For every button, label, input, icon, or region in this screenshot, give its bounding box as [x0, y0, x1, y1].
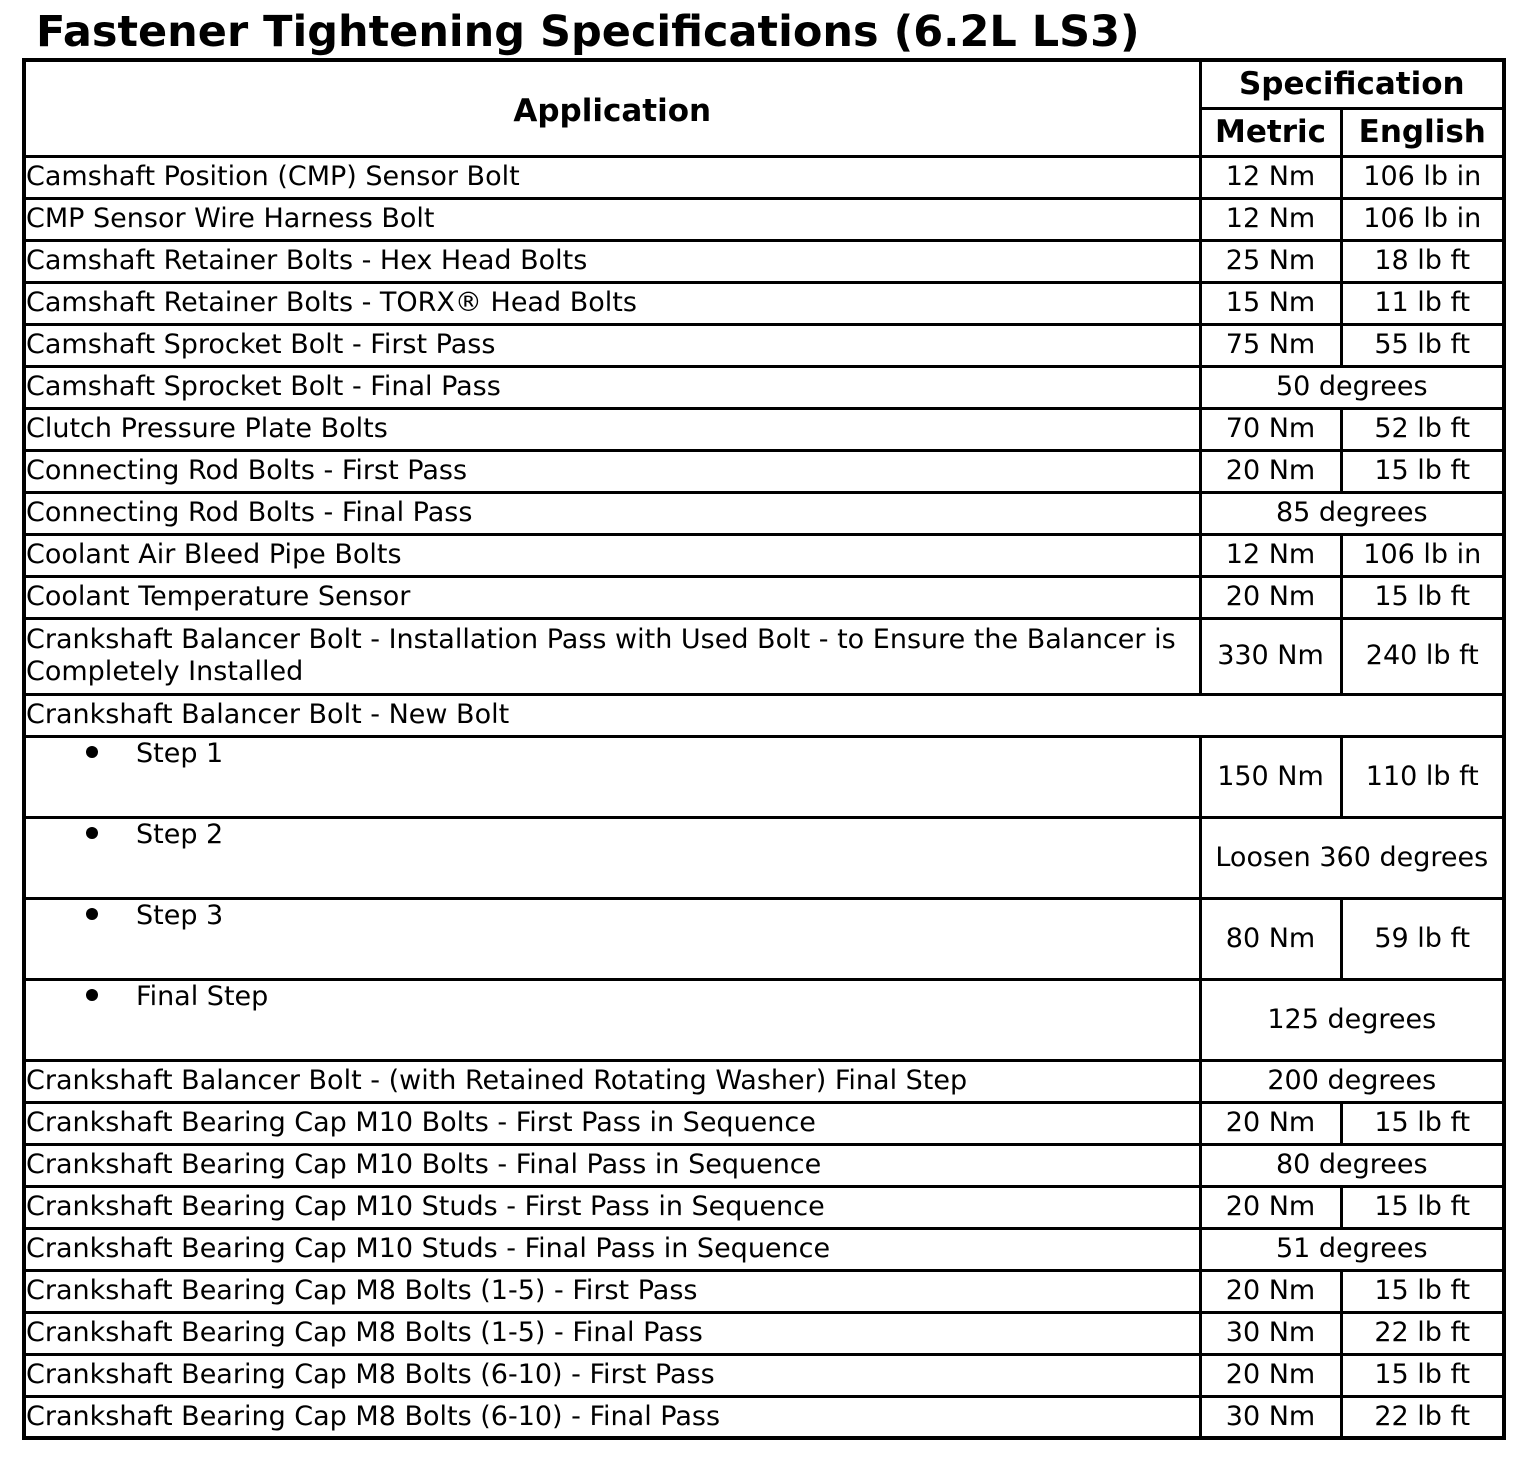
- spec-combined-cell: 80 degrees: [1200, 1144, 1504, 1186]
- english-cell: 15 lb ft: [1341, 450, 1504, 492]
- bullet-icon: [86, 989, 98, 1001]
- english-cell: 59 lb ft: [1341, 898, 1504, 979]
- spec-combined-cell: Loosen 360 degrees: [1200, 817, 1504, 898]
- application-header: Application: [24, 60, 1200, 156]
- metric-cell: 330 Nm: [1200, 618, 1341, 694]
- metric-cell: 20 Nm: [1200, 1102, 1341, 1144]
- bullet-icon: [86, 746, 98, 758]
- table-row: [24, 492, 1504, 534]
- application-cell: Coolant Air Bleed Pipe Bolts: [24, 534, 1200, 576]
- step-cell: [24, 898, 1200, 979]
- spec-table: [22, 58, 1506, 1440]
- table-row: [24, 1186, 1504, 1228]
- metric-cell: 15 Nm: [1200, 282, 1341, 324]
- application-cell: Connecting Rod Bolts - Final Pass: [24, 492, 1200, 534]
- table-row: [24, 156, 1504, 198]
- english-cell: 15 lb ft: [1341, 576, 1504, 618]
- english-cell: 110 lb ft: [1341, 736, 1504, 817]
- metric-cell: 30 Nm: [1200, 1312, 1341, 1354]
- english-cell: 55 lb ft: [1341, 324, 1504, 366]
- english-cell: 106 lb in: [1341, 534, 1504, 576]
- metric-cell: 80 Nm: [1200, 898, 1341, 979]
- step-label: Step 2: [136, 818, 224, 850]
- application-cell: Camshaft Sprocket Bolt - Final Pass: [24, 366, 1200, 408]
- bullet-icon: [86, 827, 98, 839]
- english-cell: 22 lb ft: [1341, 1312, 1504, 1354]
- application-cell: CMP Sensor Wire Harness Bolt: [24, 198, 1200, 240]
- table-row: [24, 450, 1504, 492]
- table-row: [24, 366, 1504, 408]
- english-cell: 15 lb ft: [1341, 1186, 1504, 1228]
- application-cell: Crankshaft Balancer Bolt - Installation Pass with Used Bolt - to Ensure the Balancer is Completely Installed: [24, 618, 1200, 694]
- application-cell: Crankshaft Bearing Cap M10 Studs - Final Pass in Sequence: [24, 1228, 1200, 1270]
- spec-combined-cell: 125 degrees: [1200, 979, 1504, 1060]
- page-title: Fastener Tightening Specifications (6.2L LS3): [36, 7, 1140, 57]
- application-cell: Crankshaft Bearing Cap M8 Bolts (1-5) - Final Pass: [24, 1312, 1200, 1354]
- specification-header: Specification: [1200, 60, 1504, 108]
- metric-cell: 20 Nm: [1200, 450, 1341, 492]
- table-row: [24, 240, 1504, 282]
- step-cell: [24, 979, 1200, 1060]
- table-row: [24, 576, 1504, 618]
- english-cell: 106 lb in: [1341, 156, 1504, 198]
- application-cell: Crankshaft Bearing Cap M8 Bolts (6-10) - Final Pass: [24, 1396, 1200, 1438]
- table-row: [24, 817, 1504, 898]
- spec-combined-cell: 50 degrees: [1200, 366, 1504, 408]
- metric-cell: 20 Nm: [1200, 1186, 1341, 1228]
- english-cell: 22 lb ft: [1341, 1396, 1504, 1438]
- table-row: [24, 324, 1504, 366]
- metric-cell: 12 Nm: [1200, 534, 1341, 576]
- application-cell: Coolant Temperature Sensor: [24, 576, 1200, 618]
- metric-cell: 30 Nm: [1200, 1396, 1341, 1438]
- application-cell: Crankshaft Balancer Bolt - (with Retained Rotating Washer) Final Step: [24, 1060, 1200, 1102]
- metric-header: Metric: [1200, 108, 1341, 156]
- step-cell: [24, 817, 1200, 898]
- application-cell: Crankshaft Bearing Cap M8 Bolts (6-10) - First Pass: [24, 1354, 1200, 1396]
- table-row: [24, 1312, 1504, 1354]
- application-cell: Camshaft Position (CMP) Sensor Bolt: [24, 156, 1200, 198]
- spec-body: [24, 156, 1504, 1438]
- metric-cell: 25 Nm: [1200, 240, 1341, 282]
- table-row: [24, 736, 1504, 817]
- table-row: [24, 1396, 1504, 1438]
- table-row: [24, 1060, 1504, 1102]
- spec-combined-cell: 85 degrees: [1200, 492, 1504, 534]
- table-row: [24, 898, 1504, 979]
- step-label: Step 1: [136, 737, 224, 769]
- english-cell: 106 lb in: [1341, 198, 1504, 240]
- table-row: [24, 198, 1504, 240]
- application-cell: Camshaft Retainer Bolts - Hex Head Bolts: [24, 240, 1200, 282]
- metric-cell: 20 Nm: [1200, 1354, 1341, 1396]
- table-row: [24, 282, 1504, 324]
- english-header: English: [1341, 108, 1504, 156]
- metric-cell: 75 Nm: [1200, 324, 1341, 366]
- table-row: [24, 979, 1504, 1060]
- english-cell: 240 lb ft: [1341, 618, 1504, 694]
- header-row: [24, 60, 1504, 108]
- spec-combined-cell: 51 degrees: [1200, 1228, 1504, 1270]
- application-cell: Clutch Pressure Plate Bolts: [24, 408, 1200, 450]
- table-row: [24, 1144, 1504, 1186]
- table-row: [24, 534, 1504, 576]
- english-cell: 15 lb ft: [1341, 1270, 1504, 1312]
- metric-cell: 20 Nm: [1200, 576, 1341, 618]
- table-row: [24, 694, 1504, 736]
- table-row: [24, 618, 1504, 694]
- application-cell: Crankshaft Bearing Cap M8 Bolts (1-5) - First Pass: [24, 1270, 1200, 1312]
- application-cell: Crankshaft Bearing Cap M10 Bolts - First Pass in Sequence: [24, 1102, 1200, 1144]
- table-row: [24, 1102, 1504, 1144]
- bullet-icon: [86, 908, 98, 920]
- table-row: [24, 1228, 1504, 1270]
- table-row: [24, 1354, 1504, 1396]
- metric-cell: 12 Nm: [1200, 156, 1341, 198]
- metric-cell: 150 Nm: [1200, 736, 1341, 817]
- application-cell: Crankshaft Bearing Cap M10 Studs - First Pass in Sequence: [24, 1186, 1200, 1228]
- english-cell: 18 lb ft: [1341, 240, 1504, 282]
- table-row: [24, 1270, 1504, 1312]
- application-cell: Camshaft Sprocket Bolt - First Pass: [24, 324, 1200, 366]
- application-cell: Connecting Rod Bolts - First Pass: [24, 450, 1200, 492]
- english-cell: 11 lb ft: [1341, 282, 1504, 324]
- step-cell: [24, 736, 1200, 817]
- spec-combined-cell: 200 degrees: [1200, 1060, 1504, 1102]
- application-cell: Camshaft Retainer Bolts - TORX® Head Bolts: [24, 282, 1200, 324]
- metric-cell: 70 Nm: [1200, 408, 1341, 450]
- step-label: Final Step: [136, 980, 269, 1012]
- metric-cell: 12 Nm: [1200, 198, 1341, 240]
- table-row: [24, 408, 1504, 450]
- english-cell: 15 lb ft: [1341, 1102, 1504, 1144]
- english-cell: 15 lb ft: [1341, 1354, 1504, 1396]
- english-cell: 52 lb ft: [1341, 408, 1504, 450]
- application-cell: Crankshaft Balancer Bolt - New Bolt: [24, 694, 1504, 736]
- application-cell: Crankshaft Bearing Cap M10 Bolts - Final Pass in Sequence: [24, 1144, 1200, 1186]
- metric-cell: 20 Nm: [1200, 1270, 1341, 1312]
- step-label: Step 3: [136, 899, 224, 931]
